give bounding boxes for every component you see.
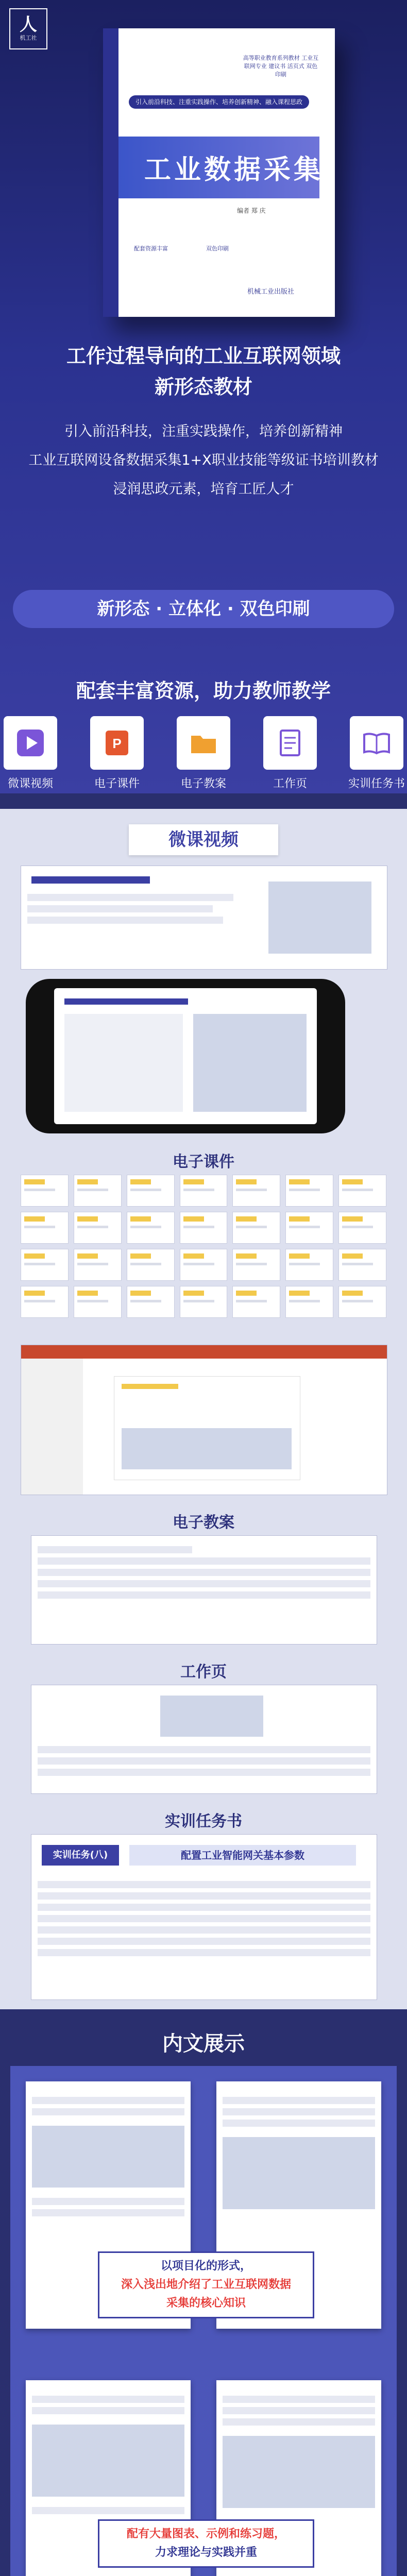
publisher-logo: 人 机工社 (9, 8, 47, 49)
feature-pill: 新形态 · 立体化 · 双色印刷 (13, 590, 394, 628)
slide-thumb[interactable] (180, 1175, 228, 1207)
phone-mockup (26, 979, 345, 1133)
content-show-title: 内文展示 (162, 2032, 245, 2056)
publisher-logo-text: 机工社 (20, 35, 37, 41)
resources-title: 配套丰富资源，助力教师教学 (76, 680, 331, 702)
callout-2 (98, 2519, 314, 2568)
slide-thumb[interactable] (74, 1286, 122, 1318)
hero-line: 工业互联网设备数据采集1+X职业技能等级证书培训教材 (28, 452, 379, 468)
video-section-head: 微课视频 (129, 824, 278, 855)
resource-task[interactable] (348, 716, 405, 791)
play-icon (4, 716, 57, 770)
text-line (38, 1546, 192, 1553)
text-line (27, 894, 233, 901)
ppt-icon (90, 716, 144, 770)
text-line (223, 2097, 375, 2104)
book-feature-2: 双色印刷 (206, 245, 229, 252)
slide-thumb[interactable] (180, 1212, 228, 1244)
text-line (38, 1949, 370, 1956)
text-line (38, 1915, 370, 1922)
slide-thumb[interactable] (338, 1212, 386, 1244)
svg-text:P: P (112, 736, 122, 751)
resource-label: 工作页 (273, 777, 307, 790)
text-line (38, 1926, 370, 1934)
book-series: 高等职业教育系列教材 工业互联网专业 建议书 活页式 双色印刷 (243, 55, 319, 78)
text-line (32, 2198, 184, 2205)
text-line (32, 2108, 184, 2115)
hero-line: 引入前沿科技，注重实践操作，培养创新精神 (64, 423, 343, 439)
slide-thumb[interactable] (74, 1175, 122, 1207)
ppt-slide (114, 1376, 300, 1480)
hero-section (0, 0, 407, 793)
ppt-toolbar (21, 1345, 387, 1359)
slide-thumb[interactable] (21, 1249, 69, 1281)
slide-thumb[interactable] (338, 1249, 386, 1281)
spread-figure (223, 2137, 375, 2209)
text-line (223, 2396, 375, 2403)
callout-line: 深入浅出地介绍了工业互联网数据 (121, 2278, 291, 2291)
slide-thumb[interactable] (127, 1212, 175, 1244)
hero-line: 浸润思政元素，培育工匠人才 (113, 481, 294, 497)
slide-thumb[interactable] (285, 1286, 333, 1318)
task-tag: 实训任务(八) (42, 1845, 119, 1866)
text-line (38, 1591, 370, 1599)
text-line (32, 2396, 184, 2403)
spread-figure (32, 2425, 184, 2497)
resources-row (0, 716, 407, 791)
slide-thumb[interactable] (21, 1286, 69, 1318)
hero-lines (0, 417, 407, 504)
text-line (38, 1569, 370, 1576)
video-title-bar (64, 998, 188, 1005)
resource-video[interactable] (2, 716, 59, 791)
headline-1: 工作过程导向的工业互联网领域 (66, 345, 341, 367)
text-line (38, 1757, 370, 1765)
worksheet-screenshot (31, 1685, 377, 1794)
text-line (223, 2418, 375, 2426)
text-line (32, 2209, 184, 2216)
lesson-head: 电子教案 (173, 1514, 234, 1532)
resource-worksheet[interactable] (262, 716, 318, 791)
phone-screen (54, 988, 317, 1124)
resource-ppt[interactable] (89, 716, 145, 791)
callout-line: 以项目化的形式， (160, 2260, 251, 2273)
worksheet-head: 工作页 (180, 1663, 227, 1681)
worksheet-photo (160, 1696, 263, 1737)
courseware-head: 电子课件 (173, 1153, 234, 1171)
text-line (223, 2108, 375, 2115)
slide-thumb[interactable] (180, 1249, 228, 1281)
text-line (32, 2097, 184, 2104)
book-feature-1: 配套资源丰富 (134, 245, 168, 252)
text-line (32, 2407, 184, 2414)
video-frame (193, 1014, 307, 1112)
text-line (38, 1580, 370, 1587)
task-head: 实训任务书 (165, 1812, 242, 1831)
video-screenshot (21, 866, 387, 970)
slide-thumb[interactable] (232, 1175, 280, 1207)
resource-label: 微课视频 (7, 777, 53, 790)
ppt-slide-pane (21, 1359, 83, 1495)
resource-label: 电子课件 (94, 777, 140, 790)
slide-thumb[interactable] (232, 1212, 280, 1244)
book-icon (350, 716, 403, 770)
slide-thumb[interactable] (232, 1286, 280, 1318)
resources-panel (0, 809, 407, 2009)
video-figure (268, 882, 371, 954)
video-text-area (64, 1014, 183, 1112)
book-subtitle: 引入前沿科技、注重实践操作、培养创新精神、融入课程思政 (129, 95, 309, 109)
callout-line: 配有大量图表、示例和练习题， (126, 2528, 285, 2540)
slide-thumb[interactable] (338, 1175, 386, 1207)
book-authors: 编者 郑 庆 (237, 207, 266, 214)
text-line (38, 1746, 370, 1753)
text-line (32, 2507, 184, 2514)
callout-1 (98, 2251, 314, 2318)
resource-label: 电子教案 (180, 777, 226, 790)
slide-thumb[interactable] (285, 1212, 333, 1244)
slide-thumb[interactable] (127, 1249, 175, 1281)
slide-title-bar (122, 1384, 178, 1389)
callout-line: 力求理论与实践并重 (155, 2546, 257, 2559)
slide-thumb[interactable] (232, 1249, 280, 1281)
resource-label: 实训任务书 (348, 777, 405, 790)
callout-line: 采集的核心知识 (166, 2297, 246, 2310)
text-line (223, 2120, 375, 2127)
text-line (38, 1557, 370, 1565)
text-line (38, 1904, 370, 1911)
resource-lesson[interactable] (175, 716, 232, 791)
text-line (27, 917, 223, 924)
spread-figure (32, 2126, 184, 2188)
book-cover-title: 工业数据采集 (144, 155, 324, 185)
slide-thumb[interactable] (21, 1212, 69, 1244)
folder-icon (177, 716, 230, 770)
worksheet-icon (263, 716, 317, 770)
slide-images (122, 1428, 292, 1469)
text-line (223, 2407, 375, 2414)
content-showcase (10, 2066, 397, 2576)
text-line (27, 905, 213, 912)
slide-thumb[interactable] (74, 1212, 122, 1244)
task-banner: 配置工业智能网关基本参数 (129, 1845, 356, 1866)
slide-thumb[interactable] (21, 1175, 69, 1207)
text-line (38, 1881, 370, 1888)
slide-thumb[interactable] (285, 1249, 333, 1281)
slide-thumb[interactable] (74, 1249, 122, 1281)
video-heading-bar (31, 876, 150, 884)
spread-figure (223, 2436, 375, 2508)
book-cover-image (103, 28, 335, 317)
task-screenshot (31, 1834, 377, 2000)
slide-thumb[interactable] (285, 1175, 333, 1207)
text-line (38, 1769, 370, 1776)
courseware-grid (21, 1175, 386, 1318)
text-line (38, 1892, 370, 1900)
book-publisher: 机械工业出版社 (247, 288, 295, 296)
slide-thumb[interactable] (338, 1286, 386, 1318)
text-line (38, 1938, 370, 1945)
headline-2: 新形态教材 (154, 376, 252, 398)
slide-thumb[interactable] (180, 1286, 228, 1318)
lesson-plan-screenshot (31, 1535, 377, 1645)
slide-thumb[interactable] (127, 1286, 175, 1318)
slide-thumb[interactable] (127, 1175, 175, 1207)
ppt-editor-screenshot (21, 1345, 387, 1495)
